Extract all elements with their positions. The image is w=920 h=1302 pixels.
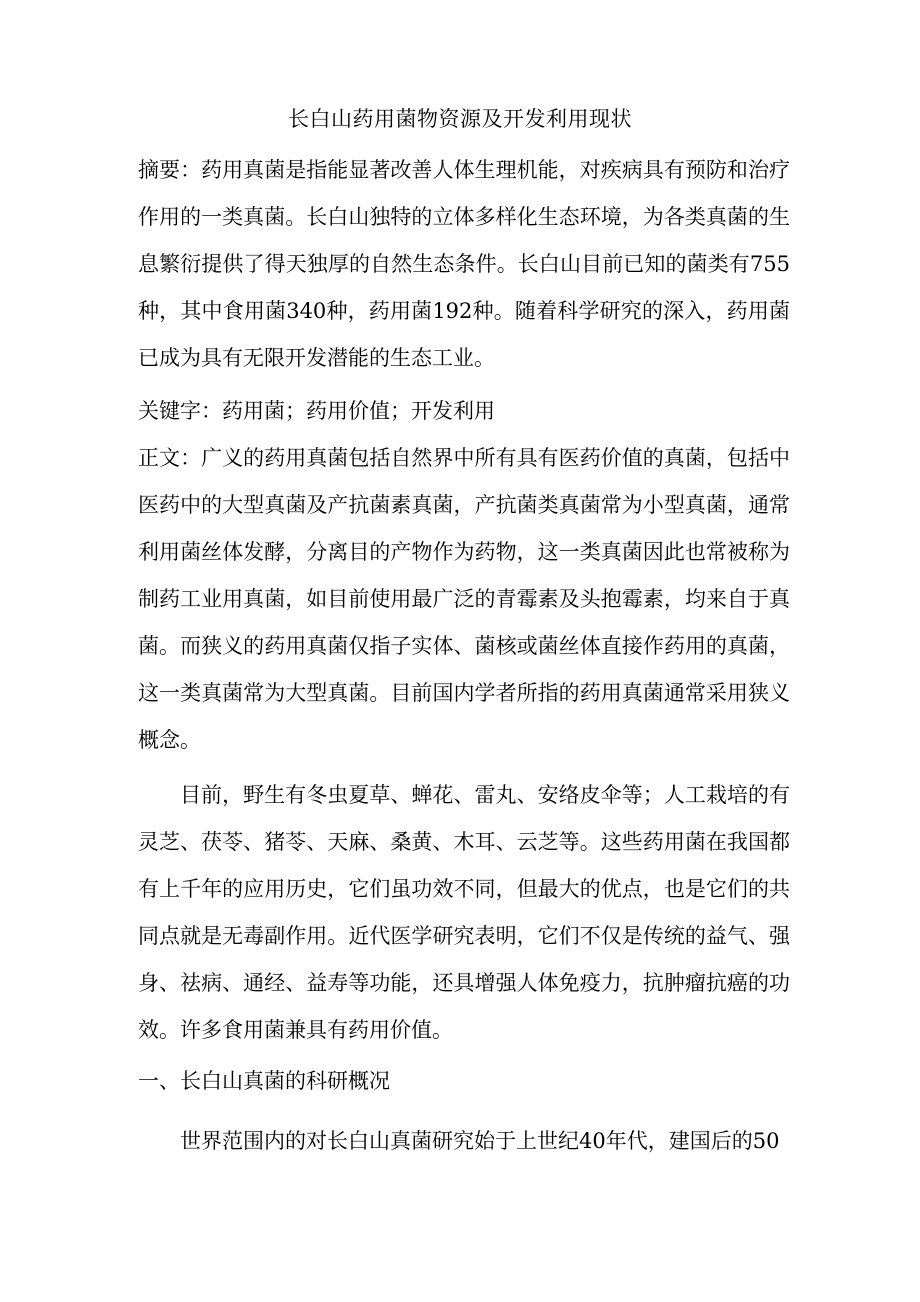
body-paragraph-2: 目前，野生有冬虫夏草、蝉花、雷丸、安络皮伞等；人工栽培的有灵芝、茯苓、猪苓、天麻、桑黄、木耳、云芝等。这些药用菌在我国都有上千年的应用历史，它们虽功效不同，但最大的优点，也是它们的共同点就是无毒副作用。近代医学研究表明，它们不仅是传统的益气、强身、祛病、通经、益寿等功能，还具增强人体免疫力，抗肿瘤抗癌的功效。许多食用菌兼具有药用价值。 <box>138 783 790 1042</box>
keywords-line: 关键字：药用菌；药用价值；开发利用 <box>138 399 495 423</box>
document-title: 长白山药用菌物资源及开发利用现状 <box>288 107 632 131</box>
abstract-paragraph: 摘要：药用真菌是指能显著改善人体生理机能，对疾病具有预防和治疗作用的一类真菌。长白山独特的立体多样化生态环境，为各类真菌的生息繁衍提供了得天独厚的自然生态条件。长白山目前已知的菌类有755种，其中食用菌340种，药用菌192种。随着科学研究的深入，药用菌已成为具有无限开发潜能的生态工业。 <box>138 158 790 370</box>
section-heading-1: 一、长白山真菌的科研概况 <box>138 1069 390 1093</box>
body-paragraph-3: 世界范围内的对长白山真菌研究始于上世纪40年代，建国后的50 <box>180 1129 780 1153</box>
body-intro-paragraph: 正文：广义的药用真菌包括自然界中所有具有医药价值的真菌，包括中医药中的大型真菌及产抗菌素真菌，产抗菌类真菌常为小型真菌，通常利用菌丝体发酵，分离目的产物作为药物，这一类真菌因此也常被称为制药工业用真菌，如目前使用最广泛的青霉素及头抱霉素，均来自于真菌。而狭义的药用真菌仅指子实体、菌核或菌丝体直接作药用的真菌，这一类真菌常为大型真菌。目前国内学者所指的药用真菌通常采用狭义概念。 <box>138 446 790 752</box>
